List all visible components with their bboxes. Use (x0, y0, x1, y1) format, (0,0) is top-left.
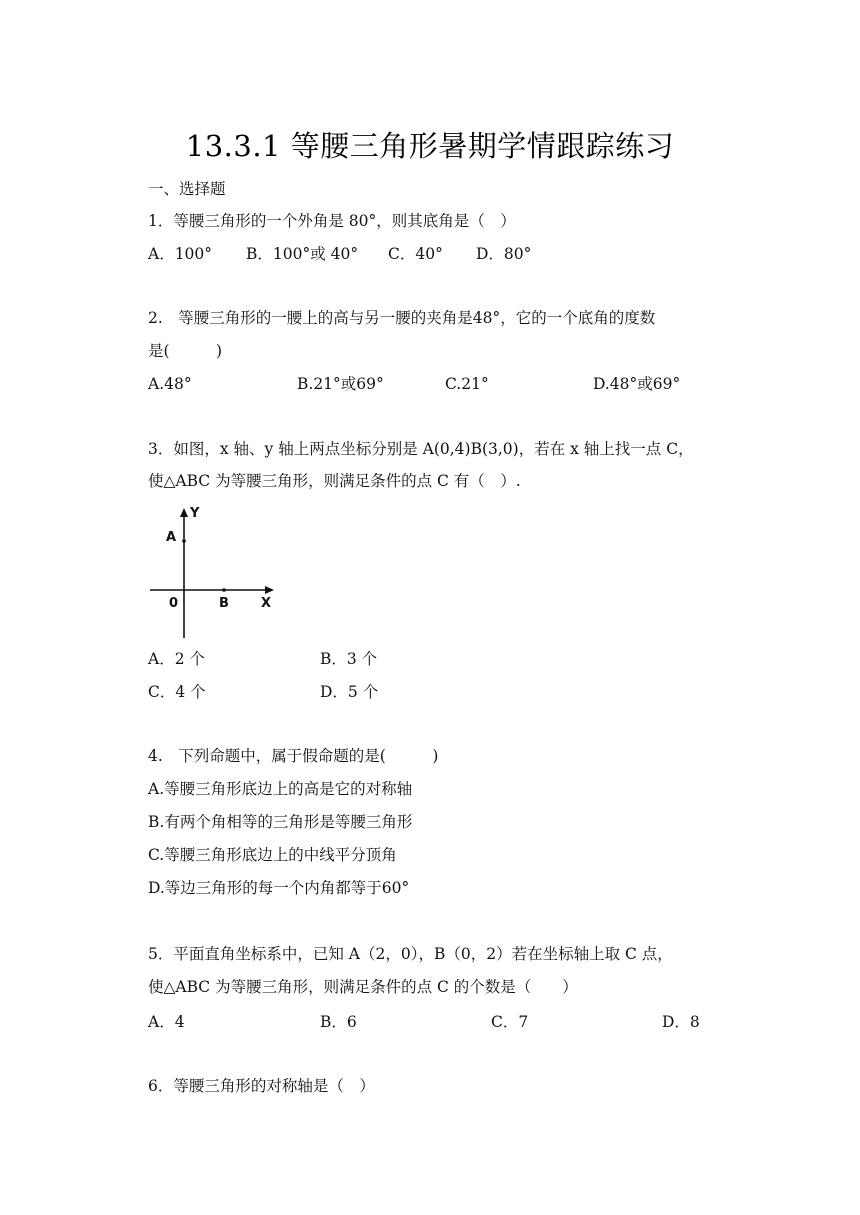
point-b (222, 588, 226, 592)
question-4-option-d: D.等边三角形的每一个内角都等于60° (148, 879, 410, 897)
question-3-stem-line-1: 3．如图，x 轴、y 轴上两点坐标分别是 A(0,4)B(3,0)，若在 x 轴上找一点 C， (148, 440, 694, 458)
question-3-option-d: D．5 个 (320, 683, 379, 701)
question-5-option-a: A．4 (148, 1013, 185, 1031)
question-1-option-d: D．80° (476, 245, 532, 263)
coordinate-axes-diagram (148, 504, 278, 638)
question-5-stem-line-2: 使△ABC 为等腰三角形，则满足条件的点 C 的个数是（ ） (148, 978, 578, 996)
question-2-option-d: D.48°或69° (593, 375, 681, 393)
y-axis-arrow (180, 508, 188, 517)
question-2-stem-line-1: 2. 等腰三角形的一腰上的高与另一腰的夹角是48°，它的一个底角的度数 (148, 309, 656, 327)
page-title: 13.3.1 等腰三角形暑期学情跟踪练习 (185, 129, 675, 163)
point-b-label: B (219, 596, 229, 611)
question-4-stem: 4. 下列命题中，属于假命题的是( ) (148, 747, 439, 765)
question-3-stem-line-2: 使△ABC 为等腰三角形，则满足条件的点 C 有（ ）. (148, 472, 521, 490)
origin-label: 0 (169, 596, 179, 611)
x-axis-label: X (261, 596, 272, 611)
y-axis-label: Y (190, 506, 200, 521)
question-5-option-c: C．7 (491, 1013, 529, 1031)
x-axis-arrow (265, 586, 274, 594)
question-1-option-a: A．100° (148, 245, 213, 263)
question-5-option-d: D．8 (662, 1013, 700, 1031)
question-2-option-c: C.21° (445, 375, 489, 393)
section-heading: 一、选择题 (148, 180, 226, 198)
question-4-option-a: A.等腰三角形底边上的高是它的对称轴 (148, 780, 413, 798)
question-5-stem-line-1: 5．平面直角坐标系中，已知 A（2，0），B（0，2）若在坐标轴上取 C 点， (148, 945, 673, 963)
question-4-option-c: C.等腰三角形底边上的中线平分顶角 (148, 846, 397, 864)
question-3-option-b: B．3 个 (320, 650, 378, 668)
question-3-option-a: A．2 个 (148, 650, 205, 668)
question-1-stem: 1．等腰三角形的一个外角是 80°，则其底角是（ ） (148, 212, 516, 230)
point-a-label: A (166, 530, 177, 545)
question-5-option-b: B．6 (320, 1013, 357, 1031)
question-4-option-b: B.有两个角相等的三角形是等腰三角形 (148, 813, 413, 831)
question-1-option-b: B．100°或 40° (246, 245, 359, 263)
question-1-option-c: C．40° (388, 245, 443, 263)
question-2-stem-line-2: 是( ) (148, 342, 223, 360)
question-3-option-c: C．4 个 (148, 683, 206, 701)
point-a (182, 539, 186, 543)
question-6-stem: 6．等腰三角形的对称轴是（ ） (148, 1077, 375, 1095)
coordinate-figure (148, 504, 278, 638)
question-2-option-b: B.21°或69° (297, 375, 384, 393)
question-2-option-a: A.48° (148, 375, 192, 393)
